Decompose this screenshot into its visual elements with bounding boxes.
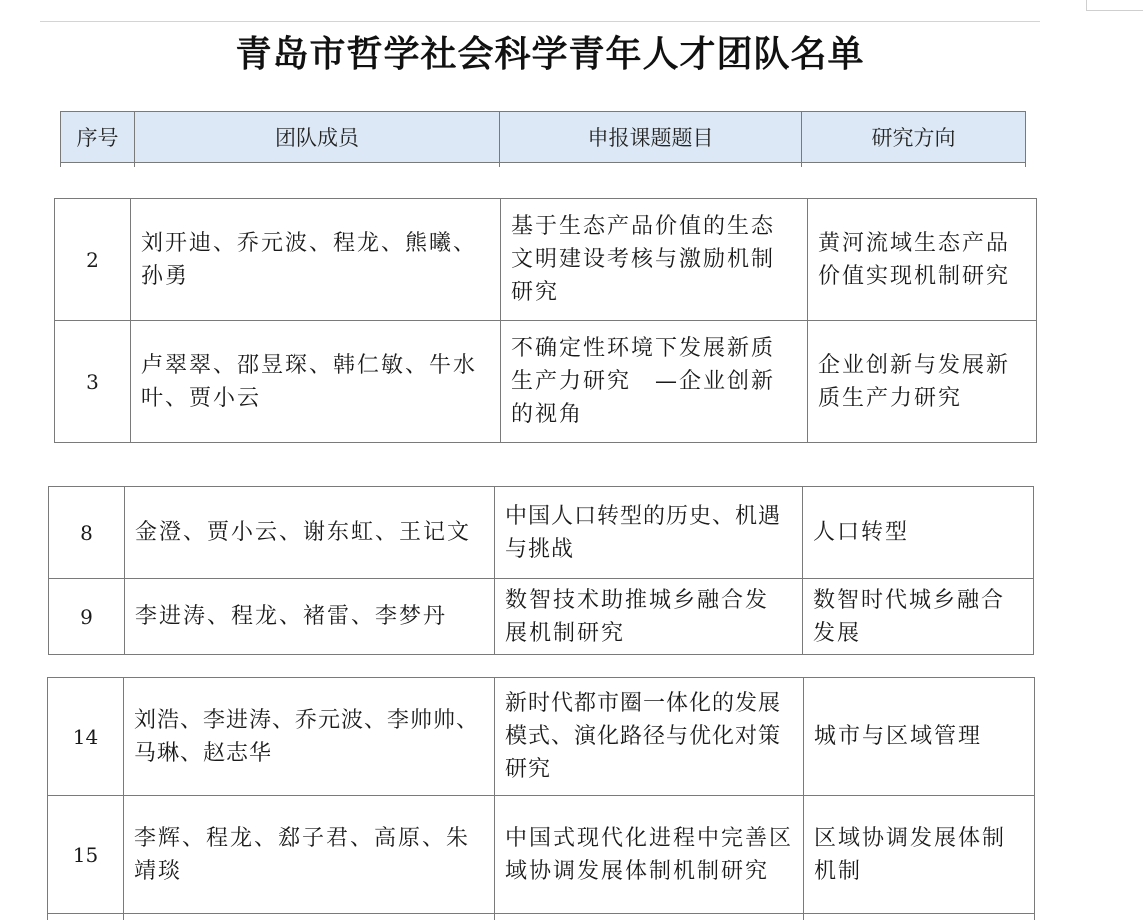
direction-cell: 区域协调发展体制机制 — [804, 796, 1035, 914]
members-cell: 刘开迪、乔元波、程龙、熊曦、孙勇 — [131, 199, 501, 321]
row-number: 2 — [55, 199, 131, 321]
table-block-3 — [47, 677, 1035, 920]
row-number: 8 — [49, 487, 125, 579]
row-number: 14 — [48, 678, 124, 796]
row-number: 9 — [49, 579, 125, 655]
corner-frame — [1086, 0, 1143, 11]
direction-cell: 人口转型 — [803, 487, 1034, 579]
members-cell: 刘浩、李进涛、乔元波、李帅帅、马琳、赵志华 — [124, 678, 495, 796]
members-cell: 李辉、程龙、郄子君、高原、朱靖琰 — [124, 796, 495, 914]
row-number: 15 — [48, 796, 124, 914]
table-row — [49, 579, 1034, 655]
direction-cell: 企业创新与发展新质生产力研究 — [808, 321, 1037, 443]
topic-cell: 中国式现代化进程中完善区域协调发展体制机制研究 — [495, 796, 804, 914]
table-block-2 — [48, 486, 1034, 655]
col-header-direction: 研究方向 — [802, 112, 1026, 163]
members-cell: 李进涛、程龙、褚雷、李梦丹 — [125, 579, 495, 655]
table-row — [55, 199, 1037, 321]
direction-cell: 黄河流域生态产品价值实现机制研究 — [808, 199, 1037, 321]
table-row — [55, 321, 1037, 443]
col-header-members: 团队成员 — [135, 112, 500, 163]
table-row — [48, 796, 1035, 914]
col-header-no: 序号 — [61, 112, 135, 163]
header-table — [60, 111, 1026, 167]
topic-cell: 中国人口转型的历史、机遇与挑战 — [495, 487, 803, 579]
top-rule — [40, 21, 1040, 22]
direction-cell: 数智时代城乡融合发展 — [803, 579, 1034, 655]
col-header-topic: 申报课题题目 — [500, 112, 802, 163]
row-number: 3 — [55, 321, 131, 443]
document-title: 青岛市哲学社会科学青年人才团队名单 — [235, 34, 865, 75]
members-cell: 卢翠翠、邵昱琛、韩仁敏、牛水叶、贾小云 — [131, 321, 501, 443]
table-row — [49, 487, 1034, 579]
members-cell: 金澄、贾小云、谢东虹、王记文 — [125, 487, 495, 579]
topic-cell: 不确定性环境下发展新质生产力研究 —企业创新的视角 — [501, 321, 808, 443]
direction-cell: 城市与区域管理 — [804, 678, 1035, 796]
table-block-1 — [54, 198, 1037, 443]
topic-cell: 新时代都市圈一体化的发展模式、演化路径与优化对策研究 — [495, 678, 804, 796]
topic-cell: 基于生态产品价值的生态文明建设考核与激励机制研究 — [501, 199, 808, 321]
table-row — [48, 678, 1035, 796]
topic-cell: 数智技术助推城乡融合发展机制研究 — [495, 579, 803, 655]
